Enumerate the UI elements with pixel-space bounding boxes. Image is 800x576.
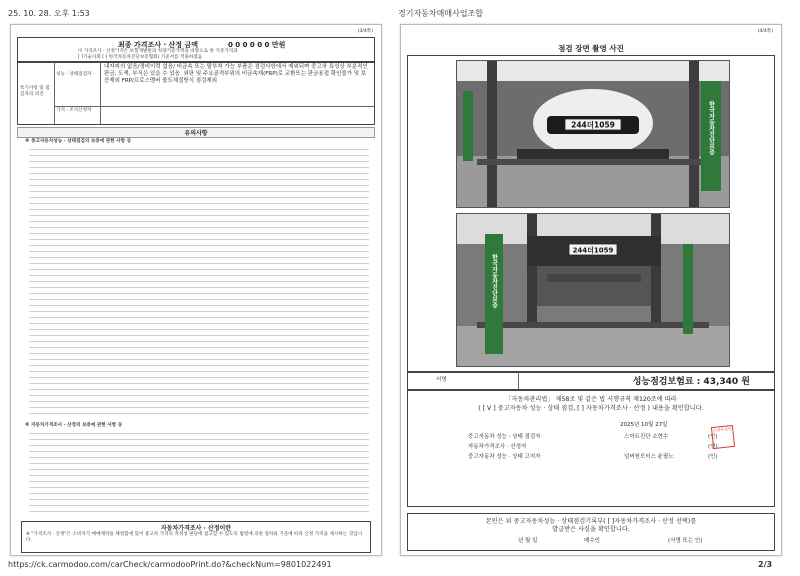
notes-title: 유의사항	[17, 127, 375, 138]
opinion-appraiser-label: 가격 · 조사산정자	[56, 108, 92, 113]
site-title: 경기자동차매매사업조합	[398, 9, 484, 18]
receipt-box	[407, 513, 775, 551]
opinion-box	[17, 61, 375, 125]
confirmation-box	[407, 389, 775, 507]
sign-label: 서명	[436, 377, 447, 383]
price-definition-box	[21, 521, 371, 553]
inspection-record-page-4	[400, 24, 782, 556]
rear-plate-text: 244더1059	[572, 246, 614, 255]
price-definition-text: ※ "가격조사 · 산정"은 소비자가 매매계약을 체결함에 있어 중고차 가격의 적정성 판단에 참고할 수 있도록 법령에 의한 절차와 기준에 따라 산정 가격을 제시하는 것입니다.	[26, 532, 363, 543]
notes-heading-2: ※ 자동차가격조사 · 산정의 보증에 관한 사항 등	[25, 423, 123, 428]
photo-title: 점검 장면 촬영 사진	[558, 44, 624, 53]
page-number: (3/4쪽)	[357, 29, 373, 34]
price-note-2: [ ]기술사회 [ ] 한국자동차진단보증협회) 기준서를 적용하였음	[78, 55, 203, 60]
inspector-name: 스마트진단 소현수	[624, 434, 669, 440]
insurance-fee: 성능점검보험료 : 43,340 원	[632, 377, 750, 387]
buyer-label: 매수인	[584, 538, 600, 544]
notes-body-2	[29, 433, 369, 517]
confirm-date: 2025년 10월 27일	[620, 422, 668, 428]
fee-row	[407, 371, 775, 391]
law-line-1: 「자동차관리법」 제58조 및 같은 법 시행규칙 제120조에 따라	[505, 396, 677, 403]
svg-text:한국자동차진단보증: 한국자동차진단보증	[490, 254, 498, 308]
notes-heading-1: ※ 중고자동차성능 · 상태점검의 보증에 관한 사항 등	[25, 139, 132, 144]
receipt-line-2: 발급받은 사실을 확인합니다.	[552, 526, 630, 533]
role-appraiser: 자동차가격조사 · 산정자	[468, 444, 527, 450]
print-url: https://ck.carmodoo.com/carCheck/carmodooPrint.do?&checkNum=9801022491	[8, 560, 332, 569]
price-definition-title: 자동차가격조사 · 산정이란	[160, 525, 232, 532]
price-label: 최종 가격조사 · 산정 금액	[118, 41, 199, 49]
inspector-stamp	[711, 425, 735, 449]
print-page-count: 2/3	[758, 560, 773, 569]
receipt-date: 년 월 일	[518, 538, 538, 544]
stamp-text: 스마트진단	[712, 426, 733, 434]
notifier-seal: (인)	[708, 454, 718, 460]
receipt-line-1: 본인은 위 중고자동차성능 · 상태점검기록부( [ ]자동차가격조사 · 산정 선택)를	[485, 518, 697, 525]
opinion-inspector-label: 성능 · 상태점검자	[56, 72, 92, 77]
appraiser-seal: (인)	[708, 444, 718, 450]
price-value: 0 0 0 0 0 0 만원	[228, 41, 286, 49]
svg-text:한국자동차진단보증: 한국자동차진단보증	[707, 101, 715, 155]
opinion-text: 내자피의 없음/정비이력 없음/ 비금속 또는 탈부착 가능 부품은 점검사항에서 제외되며 중고차 특성상 부분적인 판금, 도색, 부식은 있을 수 있음. 외판 및 주요골격부위의 비금속재(FRP)로 교환또는 판금용접 확인불가 및 보증제외 FRP/프로스멤버 볼트체결방식 점검제외	[104, 64, 368, 84]
price-box	[17, 37, 375, 63]
price-note: 이 가격조사 · 산정가격은 보험개발원의 차량기준가액을 바탕으로 한 기준가격과	[78, 49, 238, 54]
buyer-sign: (서명 또는 인)	[668, 538, 703, 544]
print-datetime: 25. 10. 28. 오후 1:53	[8, 9, 90, 18]
inspector-seal: (인)	[708, 434, 718, 440]
role-inspector: 중고자동차 성능 · 상태 점검자	[468, 434, 541, 440]
law-line-2: ( [ V ] 중고자동차 성능 · 상태 점검, [ ] 자동차가격조사 · 산정 ) 내용을 확인합니다.	[478, 405, 704, 412]
rear-inspection-photo	[456, 213, 730, 367]
front-inspection-photo	[456, 60, 730, 208]
notes-body-1	[29, 149, 369, 417]
opinion-label: 특기사항 및 점검자의 의견	[20, 86, 50, 97]
role-notifier: 중고자동차 성능 · 상태 고지자	[468, 454, 541, 460]
inspection-record-page-3	[10, 24, 382, 556]
front-plate-text: 244더1059	[571, 120, 615, 130]
notifier-name: 넘버원모터스 윤필노	[624, 454, 674, 460]
page-number: (4/4쪽)	[757, 29, 773, 34]
